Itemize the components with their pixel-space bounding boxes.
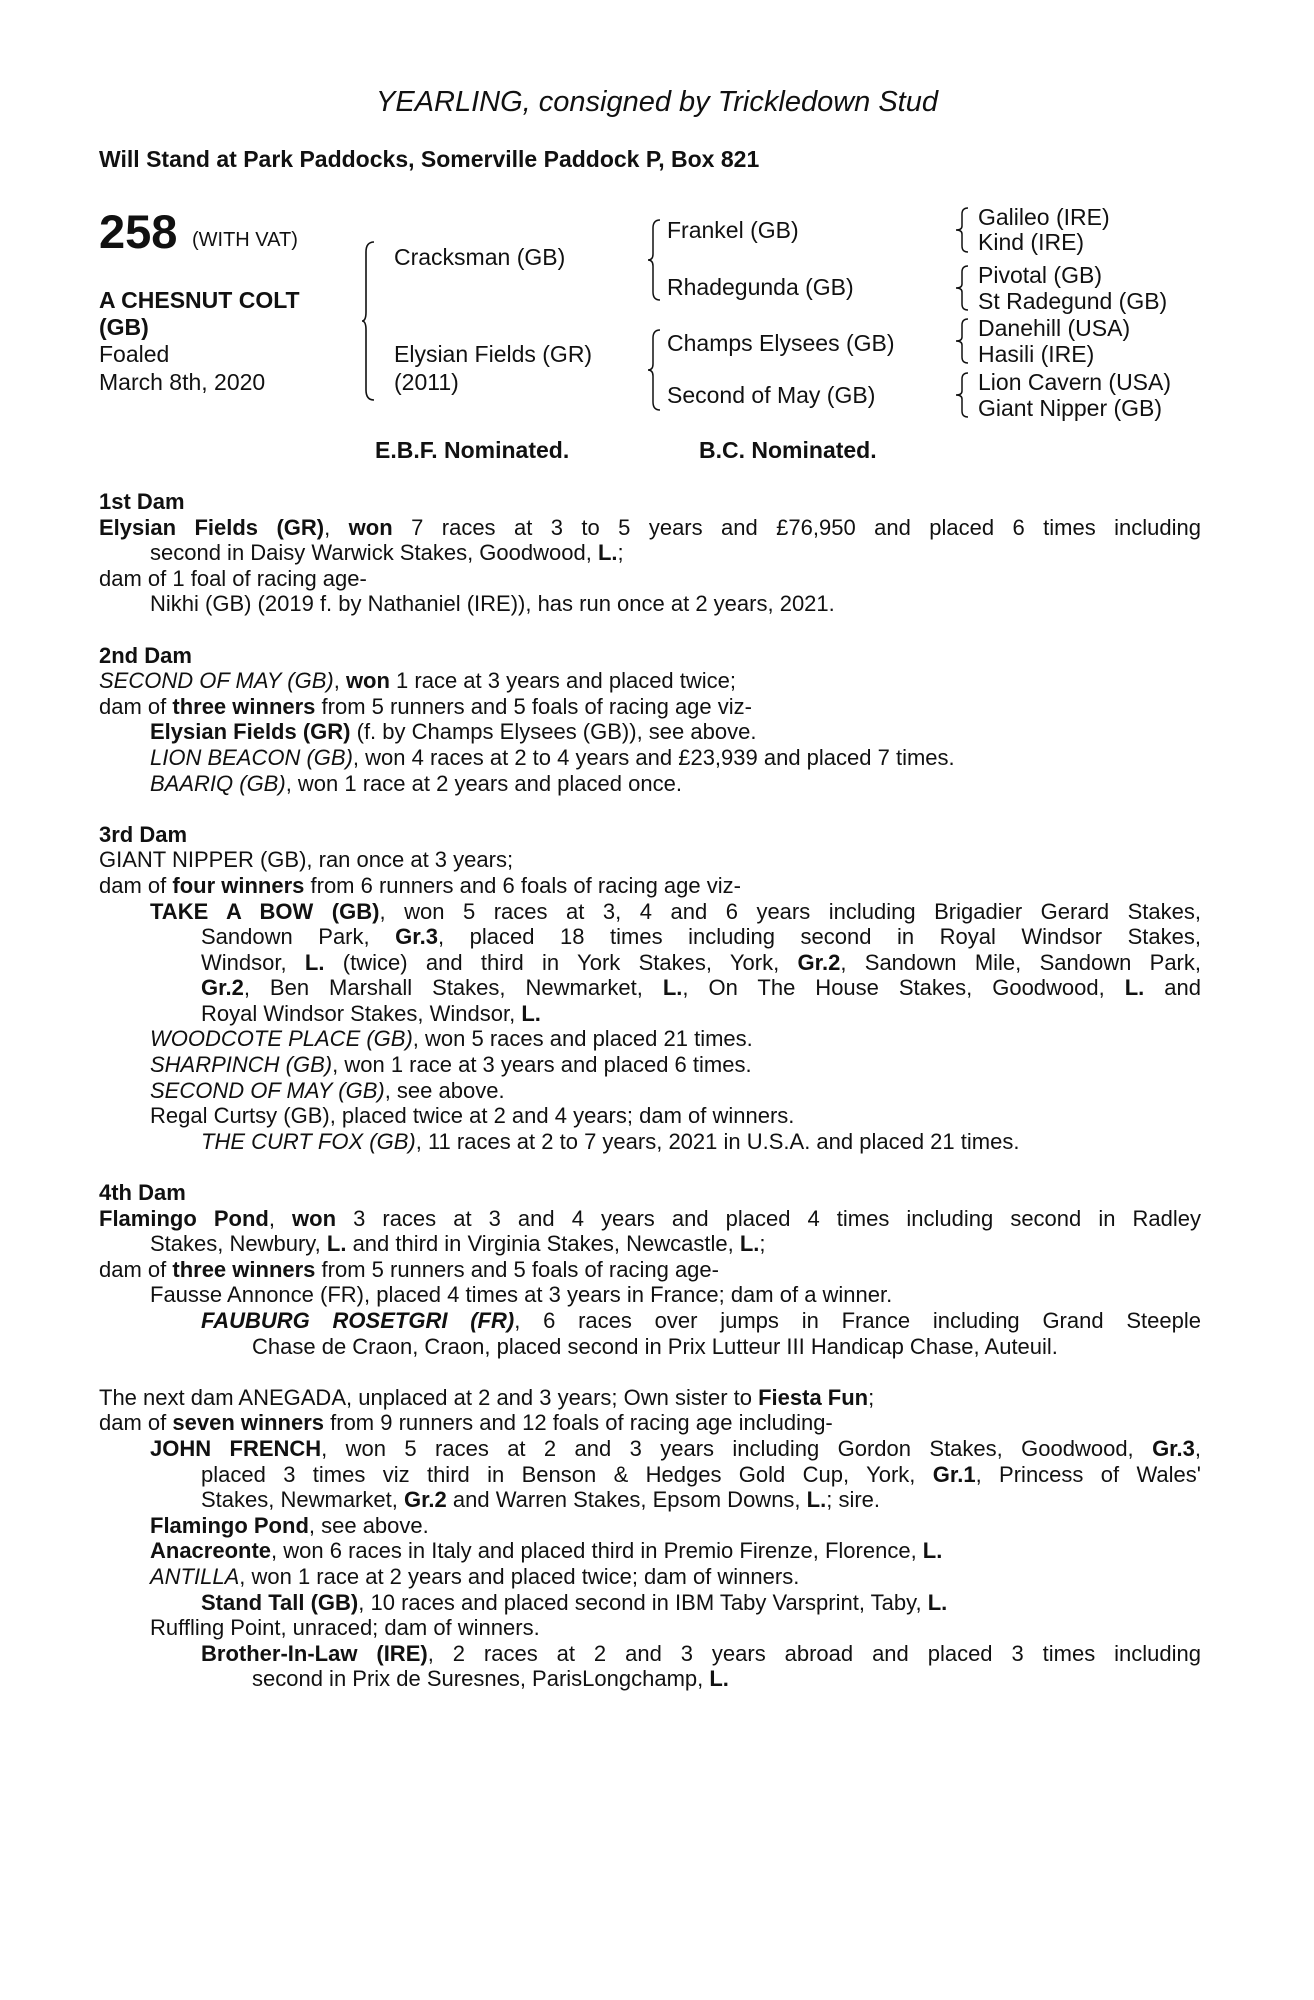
record-entry: [99, 694, 1201, 720]
emphasis-run: BAARIQ (GB): [150, 770, 286, 796]
record-entry: [99, 1538, 1201, 1564]
section-gap: [99, 1359, 1201, 1385]
foaled-date: March 8th, 2020: [99, 369, 266, 395]
record-line: [99, 566, 1201, 592]
emphasis-run: L.: [326, 1231, 347, 1257]
record-line: [99, 1666, 1201, 1692]
text-run: , On The House Stakes, Goodwood,: [682, 975, 1125, 1001]
record-line: [99, 847, 1201, 873]
emphasis-run: L.: [304, 949, 325, 975]
emphasis-run: three winners: [172, 693, 316, 719]
text-run: from 5 runners and 5 foals of racing age-: [315, 1256, 719, 1282]
text-run: , Sandown Mile, Sandown Park,: [840, 949, 1201, 975]
sire-name: Cracksman (GB): [394, 244, 566, 270]
record-line: [99, 1103, 1201, 1129]
ancestor-gen3: Lion Cavern (USA): [978, 369, 1172, 395]
record-line: [99, 975, 1201, 1001]
dam-section: [99, 643, 1201, 797]
ancestor-gen3: Danehill (USA): [978, 315, 1131, 341]
text-run: , Ben Marshall Stakes, Newmarket,: [243, 975, 663, 1001]
emphasis-run: L.: [739, 1231, 760, 1257]
record-line: [99, 591, 1201, 617]
record-entry: [99, 1206, 1201, 1257]
text-run: Royal Windsor Stakes, Windsor,: [201, 1000, 522, 1026]
emphasis-run: SECOND OF MAY (GB): [99, 668, 334, 694]
foaled-label: Foaled: [99, 341, 170, 367]
text-run: from 9 runners and 12 foals of racing age including-: [324, 1410, 833, 1436]
record-entry: [99, 1564, 1201, 1590]
emphasis-run: Flamingo Pond: [99, 1205, 269, 1231]
record-entry: [99, 847, 1201, 873]
record-entry: [99, 1410, 1201, 1436]
record-line: [99, 1615, 1201, 1641]
emphasis-run: L.: [1124, 975, 1145, 1001]
emphasis-run: Fiesta Fun: [758, 1384, 869, 1410]
ebf-nomination: E.B.F. Nominated.: [375, 437, 570, 463]
record-entry: [99, 873, 1201, 899]
ancestor-gen3: Kind (IRE): [978, 229, 1085, 255]
emphasis-run: Elysian Fields (GR): [150, 719, 351, 745]
text-run: ,: [268, 1205, 293, 1231]
dam-name: Elysian Fields (GR): [394, 341, 593, 367]
emphasis-run: Stand Tall (GB): [201, 1589, 359, 1615]
record-line: [99, 1257, 1201, 1283]
dam-sire: Champs Elysees (GB): [667, 330, 895, 356]
record-line: [99, 745, 1201, 771]
record-entry: [99, 515, 1201, 566]
record-line: [99, 515, 1201, 541]
emphasis-run: Brother-In-Law (IRE): [201, 1640, 428, 1666]
text-run: ;: [759, 1231, 766, 1257]
text-run: and third in Virginia Stakes, Newcastle,: [346, 1231, 740, 1257]
text-run: ,: [324, 514, 349, 540]
record-entry: [99, 668, 1201, 694]
emphasis-run: ANTILLA: [150, 1563, 240, 1589]
horse-description: A CHESNUT COLT: [99, 287, 300, 313]
text-run: ,: [1194, 1435, 1201, 1461]
record-entry: [99, 1436, 1201, 1513]
emphasis-run: WOODCOTE PLACE (GB): [150, 1026, 413, 1052]
pedigree-brace-5: [956, 264, 970, 312]
text-run: , won 5 races and placed 21 times.: [412, 1026, 753, 1052]
text-run: (f. by Champs Elysees (GB)), see above.: [350, 719, 757, 745]
emphasis-run: four winners: [172, 872, 305, 898]
emphasis-run: L.: [662, 975, 683, 1001]
section-heading: 4th Dam: [99, 1180, 186, 1206]
text-run: Ruffling Point, unraced; dam of winners.: [150, 1615, 540, 1641]
text-run: and Warren Stakes, Epsom Downs,: [446, 1487, 807, 1513]
record-entry: [99, 1385, 1201, 1411]
record-entry: [99, 1615, 1201, 1641]
emphasis-run: LION BEACON (GB): [150, 744, 353, 770]
section-heading: 1st Dam: [99, 489, 185, 514]
record-line: [99, 1410, 1201, 1436]
emphasis-run: SECOND OF MAY (GB): [150, 1077, 385, 1103]
dam-section: [99, 1359, 1201, 1692]
text-run: and: [1144, 975, 1201, 1001]
record-line: [99, 1487, 1201, 1513]
record-line: [99, 1078, 1201, 1104]
ancestor-gen3: Giant Nipper (GB): [978, 395, 1163, 421]
dam-section: [99, 489, 1201, 617]
text-run: 7 races at 3 to 5 years and £76,950 and placed 6 times including: [392, 514, 1201, 540]
emphasis-run: L.: [922, 1538, 943, 1564]
record-line: [99, 719, 1201, 745]
emphasis-run: L.: [927, 1589, 948, 1615]
record-entry: [99, 745, 1201, 771]
bc-nomination: B.C. Nominated.: [699, 437, 877, 463]
pedigree-brace-7: [956, 371, 970, 419]
record-line: [99, 1026, 1201, 1052]
pedigree-brace-3: [648, 328, 662, 412]
record-line: [99, 1385, 1201, 1411]
emphasis-run: three winners: [172, 1256, 316, 1282]
text-run: placed 3 times viz third in Benson & Hedges Gold Cup, York,: [201, 1461, 933, 1487]
text-run: 1 race at 3 years and placed twice;: [389, 668, 737, 694]
emphasis-run: Gr.3: [1152, 1435, 1195, 1461]
ancestor-gen3: Galileo (IRE): [978, 204, 1110, 230]
record-line: [99, 1538, 1201, 1564]
text-run: , won 1 race at 3 years and placed 6 times.: [332, 1052, 752, 1078]
record-line: [99, 1462, 1201, 1488]
ancestor-gen3: St Radegund (GB): [978, 288, 1168, 314]
text-run: , won 1 race at 2 years and placed twice; dam of winners.: [239, 1563, 800, 1589]
emphasis-run: Gr.2: [797, 949, 841, 975]
record-entry: [99, 719, 1201, 745]
pedigree-brace-4: [956, 206, 970, 254]
text-run: dam of: [99, 1256, 173, 1282]
record-line: [99, 1334, 1201, 1360]
text-run: , 2 races at 2 and 3 years abroad and placed 3 times including: [427, 1640, 1201, 1666]
text-run: second in Prix de Suresnes, ParisLongchamp,: [252, 1666, 710, 1692]
record-entry: [99, 899, 1201, 1027]
record-entry: [99, 1103, 1201, 1129]
text-run: Nikhi (GB) (2019 f. by Nathaniel (IRE)), has run once at 2 years, 2021.: [150, 591, 835, 617]
record-line: [99, 1513, 1201, 1539]
record-line: [99, 694, 1201, 720]
text-run: Chase de Craon, Craon, placed second in Prix Lutteur III Handicap Chase, Auteuil.: [252, 1333, 1058, 1359]
pedigree-brace-6: [956, 317, 970, 365]
text-run: from 6 runners and 6 foals of racing age viz-: [304, 872, 741, 898]
record-line: [99, 1590, 1201, 1616]
stand-location: Will Stand at Park Paddocks, Somerville Paddock P, Box 821: [99, 146, 760, 172]
text-run: , 11 races at 2 to 7 years, 2021 in U.S.A. and placed 21 times.: [415, 1128, 1020, 1154]
text-run: GIANT NIPPER (GB), ran once at 3 years;: [99, 847, 514, 873]
sire-dam: Rhadegunda (GB): [667, 274, 854, 300]
record-entry: [99, 1282, 1201, 1308]
record-line: [99, 899, 1201, 925]
dam-section: [99, 1180, 1201, 1359]
text-run: , 10 races and placed second in IBM Taby Varsprint, Taby,: [358, 1589, 928, 1615]
emphasis-run: L.: [806, 1487, 827, 1513]
emphasis-run: Gr.1: [932, 1461, 976, 1487]
text-run: ;: [617, 540, 624, 566]
dam-section: [99, 822, 1201, 1155]
record-line: [99, 1282, 1201, 1308]
text-run: , won 1 race at 2 years and placed once.: [285, 770, 682, 796]
record-line: [99, 771, 1201, 797]
text-run: (twice) and third in York Stakes, York,: [324, 949, 798, 975]
record-line: [99, 1308, 1201, 1334]
emphasis-run: Anacreonte: [150, 1538, 272, 1564]
record-entry: [99, 1641, 1201, 1692]
record-entry: [99, 1078, 1201, 1104]
text-run: ;: [868, 1384, 875, 1410]
emphasis-run: JOHN FRENCH: [150, 1435, 322, 1461]
sire-sire: Frankel (GB): [667, 217, 799, 243]
record-line: [99, 1436, 1201, 1462]
text-run: Sandown Park,: [201, 924, 396, 950]
emphasis-run: seven winners: [172, 1410, 325, 1436]
text-run: , 6 races over jumps in France including Grand Steeple: [514, 1308, 1201, 1333]
dam-year: (2011): [394, 369, 459, 395]
emphasis-run: won: [348, 514, 393, 540]
text-run: , won 4 races at 2 to 4 years and £23,939 and placed 7 times.: [352, 744, 955, 770]
record-line: [99, 873, 1201, 899]
record-entry: [99, 1129, 1201, 1155]
record-line: [99, 950, 1201, 976]
record-entry: [99, 1513, 1201, 1539]
text-run: , see above.: [308, 1512, 429, 1538]
dam-dam: Second of May (GB): [667, 382, 876, 408]
emphasis-run: L.: [709, 1666, 729, 1692]
record-entry: [99, 1026, 1201, 1052]
text-run: second in Daisy Warwick Stakes, Goodwood,: [150, 540, 598, 566]
emphasis-run: THE CURT FOX (GB): [201, 1128, 416, 1154]
record-entry: [99, 1052, 1201, 1078]
record-entry: [99, 771, 1201, 797]
record-line: [99, 1641, 1201, 1667]
emphasis-run: SHARPINCH (GB): [150, 1052, 333, 1078]
emphasis-run: Gr.3: [395, 924, 438, 950]
record-line: [99, 1129, 1201, 1155]
lot-number: 258: [99, 205, 178, 258]
record-line: [99, 668, 1201, 694]
emphasis-run: won: [345, 668, 390, 694]
text-run: Stakes, Newbury,: [150, 1231, 327, 1257]
text-run: Fausse Annonce (FR), placed 4 times at 3 years in France; dam of a winner.: [150, 1282, 893, 1308]
text-run: dam of: [99, 693, 173, 719]
vat-note: (WITH VAT): [192, 229, 298, 251]
text-run: , Princess of Wales': [975, 1461, 1201, 1487]
catalogue-title: YEARLING, consigned by Trickledown Stud: [375, 86, 938, 118]
produce-record: [99, 489, 1201, 1692]
section-heading: 3rd Dam: [99, 821, 188, 847]
ancestor-gen3: Hasili (IRE): [978, 341, 1095, 367]
record-line: [99, 1231, 1201, 1257]
emphasis-run: Gr.2: [201, 975, 244, 1001]
text-run: from 5 runners and 5 foals of racing age viz-: [315, 693, 752, 719]
text-run: , placed 18 times including second in Royal Windsor Stakes,: [437, 924, 1201, 950]
record-entry: [99, 1590, 1201, 1616]
text-run: ; sire.: [826, 1487, 881, 1513]
text-run: , won 5 races at 3, 4 and 6 years including Brigadier Gerard Stakes,: [379, 898, 1202, 924]
text-run: dam of: [99, 1410, 173, 1436]
pedigree-brace-2: [648, 218, 662, 302]
record-line: [99, 1206, 1201, 1232]
emphasis-run: Gr.2: [403, 1487, 447, 1513]
pedigree-brace-1: [362, 240, 376, 402]
emphasis-run: Elysian Fields (GR): [99, 514, 325, 540]
horse-origin: (GB): [99, 314, 149, 340]
record-line: [99, 540, 1201, 566]
record-line: [99, 1564, 1201, 1590]
emphasis-run: TAKE A BOW (GB): [150, 898, 380, 924]
text-run: Stakes, Newmarket,: [201, 1487, 404, 1513]
text-run: 3 races at 3 and 4 years and placed 4 times including second in Radley: [336, 1205, 1201, 1231]
record-line: [99, 1001, 1201, 1027]
text-run: The next dam ANEGADA, unplaced at 2 and 3 years; Own sister to: [99, 1384, 759, 1410]
record-entry: [99, 591, 1201, 617]
text-run: Regal Curtsy (GB), placed twice at 2 and 4 years; dam of winners.: [150, 1103, 795, 1129]
record-entry: [99, 566, 1201, 592]
emphasis-run: FAUBURG ROSETGRI (FR): [201, 1308, 515, 1333]
text-run: , won 6 races in Italy and placed third in Premio Firenze, Florence,: [271, 1538, 923, 1564]
text-run: dam of: [99, 872, 173, 898]
text-run: dam of 1 foal of racing age-: [99, 565, 367, 591]
emphasis-run: won: [292, 1205, 337, 1231]
record-line: [99, 1052, 1201, 1078]
text-run: ,: [333, 668, 346, 694]
text-run: , see above.: [384, 1077, 505, 1103]
record-line: [99, 924, 1201, 950]
text-run: , won 5 races at 2 and 3 years including Gordon Stakes, Goodwood,: [321, 1435, 1153, 1461]
text-run: Windsor,: [201, 949, 305, 975]
record-entry: [99, 1257, 1201, 1283]
section-heading: 2nd Dam: [99, 642, 192, 668]
emphasis-run: Flamingo Pond: [150, 1512, 309, 1538]
record-entry: [99, 1308, 1201, 1359]
emphasis-run: L.: [597, 540, 618, 566]
emphasis-run: L.: [521, 1000, 541, 1026]
ancestor-gen3: Pivotal (GB): [978, 262, 1102, 288]
